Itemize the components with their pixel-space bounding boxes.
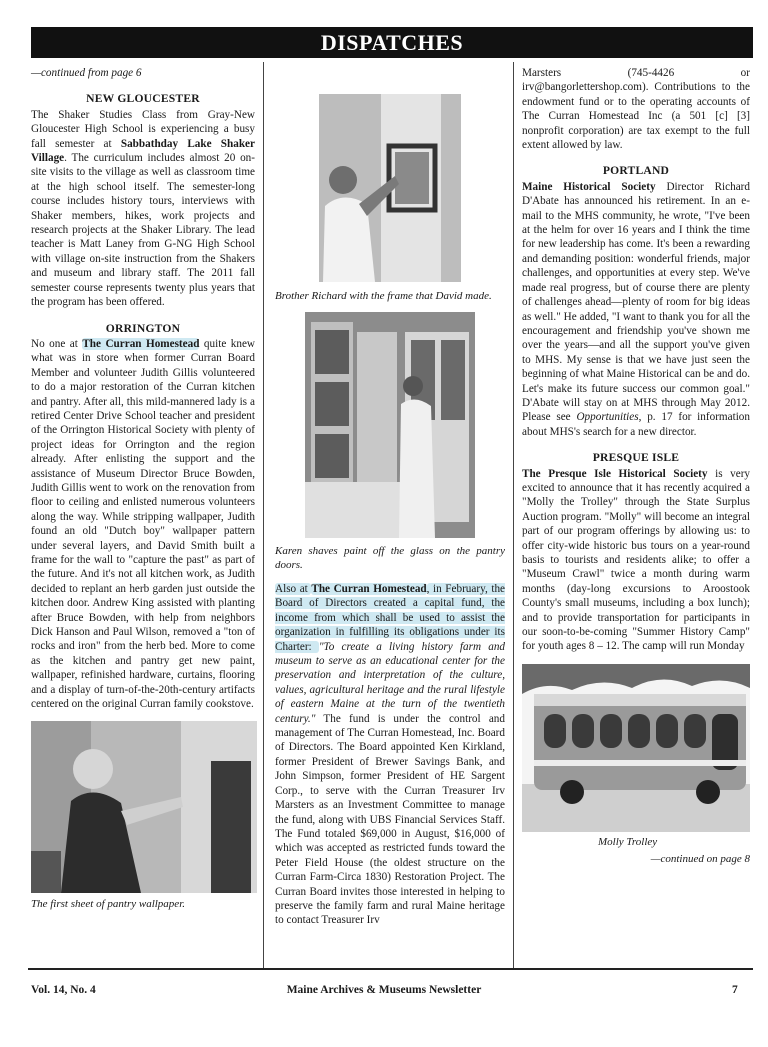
org-name: Sabbathday Lake Shaker Village bbox=[31, 137, 255, 165]
text: . The curriculum includes almost 20 on-site visits to the village as well as classroom time at the high school itself. The semester-long course includes history tours, interviews with Shaker members, hikes, work projects and research projects at the Shaker Library. The lead teacher is Matt Laney from G-NG High School with village on-site instruction from the Shakers and museum and library staff. The 2011 fall semester course represents twenty plus years that the program has been offered. bbox=[31, 152, 255, 309]
column-middle bbox=[275, 66, 505, 928]
photo-image bbox=[522, 664, 750, 832]
photo-caption: Molly Trolley bbox=[598, 835, 658, 848]
heading-new-gloucester: NEW GLOUCESTER bbox=[86, 92, 200, 106]
photo-brother-richard bbox=[319, 94, 461, 282]
continued-on-note: —continued on page 8 bbox=[650, 852, 750, 865]
column-divider bbox=[513, 62, 514, 968]
photo-molly-trolley bbox=[522, 664, 750, 832]
footer-rule bbox=[28, 968, 753, 970]
text: The fund is under the control and management of The Curran Homestead, Inc. Board of Directors. The Board appointed Ken Kirkland, former President of Brewer Savings Bank, and John Simpson, former President of HE Sargent Corp., to serve with the Curran Treasurer Irv Marsters as an Investment Committee to manage the fund, along with UBS Financial Services Staff. The Fund totaled $69,000 in August, $16,000 of which was accepted as restricted funds toward the Peter Field House (the oldest structure on the Curran Farm-Circa 1830) Restoration Project. The Curran Board invites those interested in helping to preserve the family farm and rural Maine heritage to contact Treasurer Irv bbox=[275, 712, 505, 927]
org-name: The Curran Homestead bbox=[82, 337, 200, 350]
section-banner: DISPATCHES bbox=[31, 27, 753, 58]
text: The Shaker Studies Class from Gray-New Gloucester High School is experiencing a busy fall semester at bbox=[31, 108, 255, 150]
text: quite knew what was in store when former Curran Board Member and volunteer Judith Gillis volunteered to do a major restoration of the Curran kitchen and pantry. After all, this mild-mannered lady is a retired Center Drive School teacher and president of the Orrington Historical Society with plenty of project ideas for Orrington and the region already. After enlisting the support and the assistance of Museum Director Bruce Bowden, Judith Gillis went to work on the renovation from floor to ceiling and enlisted numerous volunteers along the way. While stripping wallpaper, Judith found an old "Dutch boy" wallpaper pattern under several layers, and David Smith built a frame for the wall to "capture the past" as part of the future. And it's not all kitchen work, as Judith decided to replant an herb garden just outside the kitchen door. Andrew King assisted with planting after Bruce Bowden, with help from neighbors Dick Hanson and Paul Wilson, removed a "ton of rocks and iron" from the herb bed. More to come as the kitchen and pantry get new paint, wallpaper, refinished hardware, curtains, flooring and a display of turn-of-the-20th-century artifacts centered on the original Curran family cookstove. bbox=[31, 337, 256, 711]
text: Director Richard D'Abate has announced his retirement. In an e-mail to the MHS community, he wrote, "I've been at the helm for over 16 years and I think the time for new leadership has come. It's been a rewarding and demanding position: wonderful friends, major challenges, and opportunities at every step. We've made real progress, but of course there are plenty of challenges ahead—plenty of room for big ideas as well." He added, "I want to thank you for all the encouragement and friendship you've shown me over the years—and all the support you've given to MHS. My sense is that we have just seen the beginning of what Maine Historical can be and do. Let's make its future success our common goal." D'Abate will stay on at MHS through May 2012. Please see bbox=[522, 180, 750, 424]
column-divider bbox=[263, 62, 264, 968]
heading-orrington: ORRINGTON bbox=[105, 321, 181, 335]
photo-caption: Karen shaves paint off the glass on the pantry doors. bbox=[275, 545, 505, 571]
org-name: Maine Historical Society bbox=[522, 180, 656, 193]
publication-title: Opportunities bbox=[576, 411, 639, 424]
column-right bbox=[522, 66, 750, 866]
photo-image bbox=[319, 94, 461, 282]
photo-caption: The first sheet of pantry wallpaper. bbox=[31, 898, 185, 911]
charter-quote: "To create a living history farm and museum to serve as an educational center for the preservation and interpretation of the culture, values, agricultural heritage and the rural lifestyle of eastern Maine at the turn of the twentieth century." bbox=[275, 640, 506, 725]
photo-image bbox=[305, 312, 475, 538]
article-curran-contact: Marsters (745-4426 or irv@bangorlettershop.com). Contributions to the endowment fund or to the operating accounts of The Curran Homestead Inc (a 501 [c] [3] nonprofit corporation) are tax exempt to the full extent allowed by law. bbox=[522, 67, 750, 152]
text: No one at bbox=[31, 337, 83, 350]
photo-karen-pantry bbox=[305, 312, 475, 538]
article-curran-fund bbox=[275, 582, 505, 928]
org-name: The Curran Homestead bbox=[311, 583, 427, 595]
text: is very excited to announce that it has recently acquired a "Molly the Trolley" through the State Surplus Auction program. "Molly" will become an integral part of our program offerings by allowing us: to offer city-wide historic bus tours on a year-round basis to tourists and residents alike; to offer a "Museum Crawl" twice a month during warm months (day-long excursions to Aroostook County's small museums, including a box lunch); and to provide transportation for participants in our soon-to-be-coming "Summer History Camp" for youth ages 8 – 12. The camp will run Monday bbox=[522, 467, 751, 653]
footer-page-number: 7 bbox=[732, 984, 738, 996]
footer-publication: Maine Archives & Museums Newsletter bbox=[286, 984, 482, 996]
article-orrington bbox=[31, 337, 255, 712]
article-portland bbox=[522, 180, 750, 439]
text: , p. 17 for information about MHS's search for a new director. bbox=[522, 411, 750, 438]
heading-portland: PORTLAND bbox=[602, 164, 670, 178]
photo-image bbox=[31, 721, 257, 893]
article-presque-isle bbox=[522, 467, 750, 654]
heading-presque-isle: PRESQUE ISLE bbox=[592, 451, 680, 465]
column-left bbox=[31, 66, 255, 911]
org-name: The Presque Isle Historical Society bbox=[522, 467, 708, 480]
photo-pantry-wallpaper bbox=[31, 721, 257, 893]
continued-from-note: —continued from page 6 bbox=[31, 67, 142, 79]
text: , in February, the Board of Directors created a capital fund, the income from which shall be used to assist the organization in fulfilling its obligations under its Charter: bbox=[275, 583, 505, 653]
photo-caption: Brother Richard with the frame that David made. bbox=[275, 290, 492, 302]
text: Also at bbox=[275, 583, 312, 595]
footer-volume: Vol. 14, No. 4 bbox=[31, 984, 96, 996]
article-new-gloucester bbox=[31, 108, 255, 310]
